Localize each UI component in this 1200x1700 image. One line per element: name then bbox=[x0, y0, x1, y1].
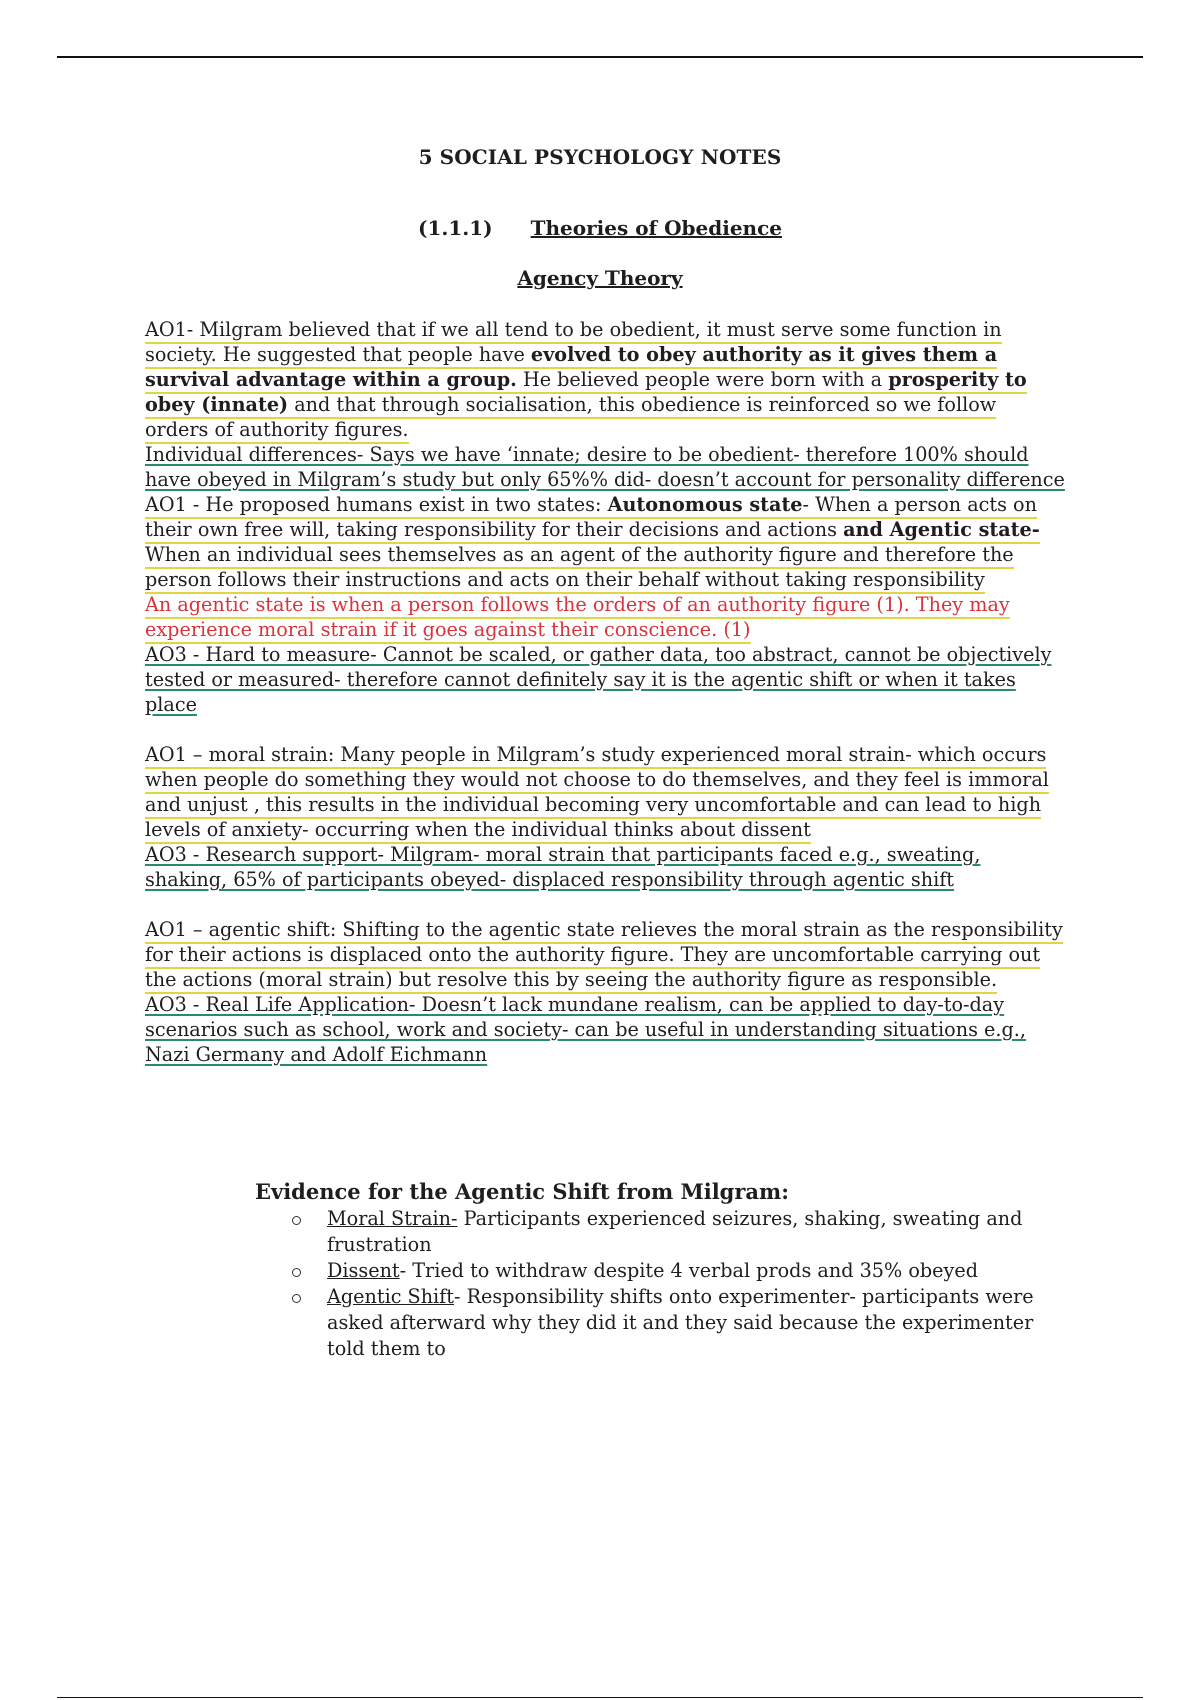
p3-bold-d: and Agentic state- bbox=[843, 518, 1040, 541]
paragraph-ao1-moral-strain bbox=[145, 742, 1065, 842]
paragraph-ao1-agentic-shift bbox=[145, 917, 1065, 992]
p3-text-c: - When a person acts on their own free will, taking responsibility for their decisions and actions bbox=[145, 493, 1037, 541]
evidence-text: - Tried to withdraw despite 4 verbal prods and 35% obeyed bbox=[399, 1259, 979, 1282]
evidence-term: Moral Strain- bbox=[327, 1207, 458, 1230]
p3-bold-b: Autonomous state bbox=[607, 493, 803, 516]
evidence-text: - Responsibility shifts onto experimenter- participants were asked afterward why they did it and they said because the experimenter told them to bbox=[327, 1285, 1034, 1360]
list-item bbox=[327, 1206, 1055, 1258]
p2-text: Individual differences- Says we have ‘innate; desire to be obedient- therefore 100% should have obeyed in Milgram’s study but only 65%% did- doesn’t account for personality difference bbox=[145, 443, 1065, 491]
section-name: Theories of Obedience bbox=[530, 216, 782, 240]
evidence-term: Dissent bbox=[327, 1259, 400, 1282]
p1-text-a: AO1- Milgram believed that if we all tend to be obedient, it must serve some function in society. He suggested that people have bbox=[145, 318, 1002, 366]
top-rule bbox=[57, 56, 1143, 58]
list-item bbox=[327, 1284, 1055, 1362]
topic-heading: Agency Theory bbox=[517, 266, 683, 290]
p9-text: AO3 - Real Life Application- Doesn’t lack mundane realism, can be applied to day-to-day scenarios such as school, work and society- can be useful in understanding situations e.g., Nazi Germany and Adolf Eichmann bbox=[145, 993, 1026, 1066]
paragraph-ao1-states bbox=[145, 492, 1065, 592]
document-title: 5 SOCIAL PSYCHOLOGY NOTES bbox=[418, 145, 782, 169]
paragraph-individual-differences bbox=[145, 442, 1065, 492]
p3-text-a: AO1 - He proposed humans exist in two states: bbox=[145, 493, 608, 516]
p3-text-e: When an individual sees themselves as an agent of the authority figure and therefore the person follows their instructions and acts on their behalf without taking responsibility bbox=[145, 543, 1014, 591]
p8-text: AO1 – agentic shift: Shifting to the agentic state relieves the moral strain as the responsibility for their actions is displaced onto the authority figure. They are uncomfortable carrying out the actions (moral strain) but resolve this by seeing the authority figure as responsible. bbox=[145, 918, 1063, 994]
section-heading bbox=[0, 216, 1200, 240]
p1-text-e: and that through socialisation, this obedience is reinforced so we follow orders of authority figures. bbox=[145, 393, 997, 441]
p1-text-c: He believed people were born with a bbox=[516, 368, 889, 391]
paragraph-ao3-real-life bbox=[145, 992, 1065, 1067]
spacer bbox=[145, 892, 1065, 917]
p7-text: AO3 - Research support- Milgram- moral strain that participants faced e.g., sweating, shaking, 65% of participants obeyed- displaced responsibility through agentic shift bbox=[145, 843, 981, 891]
paragraph-ao3-hard-to-measure bbox=[145, 642, 1065, 717]
spacer bbox=[145, 717, 1065, 742]
evidence-term: Agentic Shift bbox=[327, 1285, 454, 1308]
evidence-heading: Evidence for the Agentic Shift from Milgram: bbox=[255, 1179, 790, 1204]
evidence-section bbox=[255, 1178, 1055, 1362]
paragraph-exam-answer bbox=[145, 592, 1065, 642]
paragraph-ao3-research-support bbox=[145, 842, 1065, 892]
paragraph-ao1-evolution bbox=[145, 317, 1065, 442]
bottom-rule bbox=[57, 1697, 1143, 1698]
p4-text: An agentic state is when a person follows the orders of an authority figure (1). They may experience moral strain if it goes against their conscience. (1) bbox=[145, 593, 1010, 644]
evidence-list bbox=[255, 1206, 1055, 1362]
section-number: (1.1.1) bbox=[418, 216, 493, 240]
list-item bbox=[327, 1258, 1055, 1284]
p1-bold-d: prosperity to obey (innate) bbox=[145, 368, 1027, 416]
p1-bold-b: evolved to obey authority as it gives them a survival advantage within a group. bbox=[145, 343, 998, 391]
notes-body bbox=[145, 317, 1065, 1067]
evidence-text: Participants experienced seizures, shaking, sweating and frustration bbox=[327, 1207, 1023, 1256]
p5-text: AO3 - Hard to measure- Cannot be scaled, or gather data, too abstract, cannot be objectively tested or measured- therefore cannot definitely say it is the agentic shift or when it takes place bbox=[145, 643, 1052, 716]
p6-text: AO1 – moral strain: Many people in Milgram’s study experienced moral strain- which occurs when people do something they would not choose to do themselves, and they feel is immoral and unjust , this results in the individual becoming very uncomfortable and can lead to high levels of anxiety- occurring when the individual thinks about dissent bbox=[145, 743, 1049, 844]
